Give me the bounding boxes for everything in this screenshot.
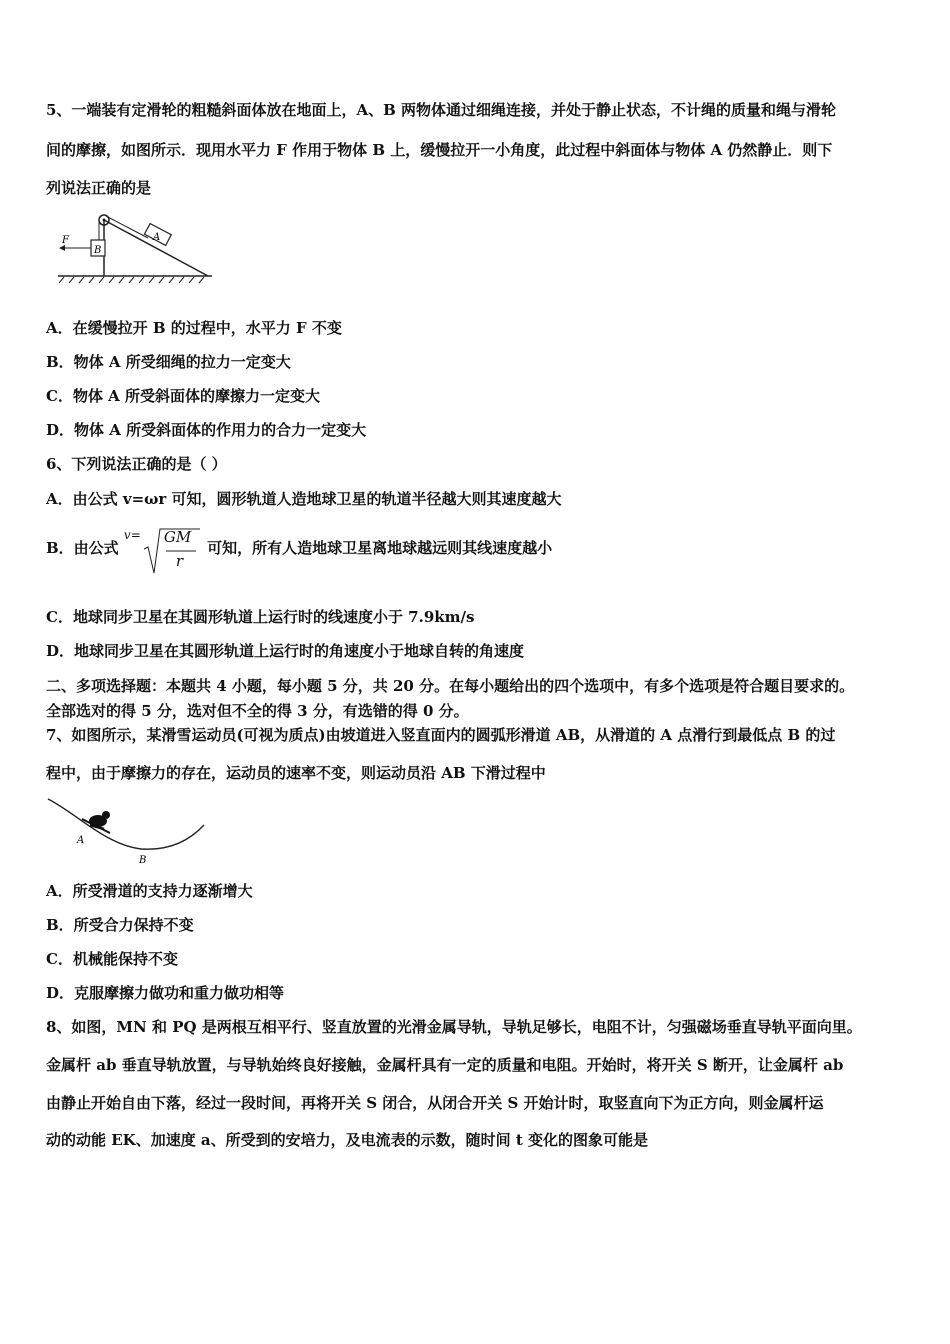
q7-stem-line1: 7、如图所示，某滑雪运动员(可视为质点)由坡道进入竖直面内的圆弧形滑道 AB，从滑道的 A 点滑行到最低点 B 的过 bbox=[46, 726, 836, 744]
label-b: B bbox=[139, 855, 147, 866]
q7-stem-line2: 程中，由于摩擦力的存在，运动员的速率不变，则运动员沿 AB 下滑过程中 bbox=[46, 764, 546, 782]
q6-option-d: D．地球同步卫星在其圆形轨道上运行时的角速度小于地球自转的角速度 bbox=[46, 642, 525, 660]
q8-stem-line3: 由静止开始自由下落，经过一段时间，再将开关 S 闭合，从闭合开关 S 开始计时，取竖直向下为正方向，则金属杆运 bbox=[46, 1094, 824, 1112]
q5-stem-line2: 间的摩擦，如图所示．现用水平力 F 作用于物体 B 上，缓慢拉开一小角度，此过程中斜面体与物体 A 仍然静止．则下 bbox=[46, 141, 833, 159]
q7-option-b: B．所受合力保持不变 bbox=[46, 916, 194, 934]
formula-numerator: GM bbox=[163, 528, 192, 546]
q5-option-d: D．物体 A 所受斜面体的作用力的合力一定变大 bbox=[46, 421, 367, 439]
q7-option-a: A．所受滑道的支持力逐渐增大 bbox=[46, 882, 253, 900]
q5-option-c: C．物体 A 所受斜面体的摩擦力一定变大 bbox=[46, 387, 321, 405]
q6-option-b bbox=[46, 526, 552, 576]
formula-sqrt-gm-over-r bbox=[124, 527, 202, 571]
section2-header-line2: 全部选对的得 5 分，选对但不全的得 3 分，有选错的得 0 分。 bbox=[46, 702, 469, 720]
label-b: B bbox=[94, 245, 102, 256]
formula-lhs: v= bbox=[123, 528, 141, 542]
ski-slope-figure bbox=[46, 795, 210, 867]
q6-option-a: A．由公式 v=ωr 可知，圆形轨道人造地球卫星的轨道半径越大则其速度越大 bbox=[46, 490, 562, 508]
label-a: A bbox=[153, 232, 161, 243]
q8-stem-line4: 动的动能 EK、加速度 a、所受到的安培力，及电流表的示数，随时间 t 变化的图象可能是 bbox=[46, 1131, 649, 1149]
formula-denominator: r bbox=[175, 552, 184, 570]
q8-stem-line1: 8、如图，MN 和 PQ 是两根互相平行、竖直放置的光滑金属导轨，导轨足够长，电阻不计，匀强磁场垂直导轨平面向里。 bbox=[46, 1018, 862, 1036]
q7-option-c: C．机械能保持不变 bbox=[46, 950, 178, 968]
section2-header-line1: 二、多项选择题：本题共 4 小题，每小题 5 分，共 20 分。在每小题给出的四个选项中，有多个选项是符合题目要求的。 bbox=[46, 677, 855, 695]
label-a: A bbox=[77, 835, 85, 846]
q8-stem-line2: 金属杆 ab 垂直导轨放置，与导轨始终良好接触，金属杆具有一定的质量和电阻。开始时，将开关 S 断开，让金属杆 ab bbox=[46, 1056, 844, 1074]
incline-pulley-figure bbox=[56, 208, 220, 288]
label-f: F bbox=[62, 235, 69, 246]
q6-option-b-suffix: 可知，所有人造地球卫星离地球越远则其线速度越小 bbox=[207, 539, 553, 557]
q6-option-b-prefix: B．由公式 bbox=[46, 539, 119, 557]
q7-option-d: D．克服摩擦力做功和重力做功相等 bbox=[46, 984, 285, 1002]
q5-option-a: A．在缓慢拉开 B 的过程中，水平力 F 不变 bbox=[46, 319, 342, 337]
q5-stem-line1: 5、一端装有定滑轮的粗糙斜面体放在地面上，A、B 两物体通过细绳连接，并处于静止状态，不计绳的质量和绳与滑轮 bbox=[46, 101, 836, 119]
q6-stem: 6、下列说法正确的是（ ） bbox=[46, 455, 227, 473]
q6-option-c: C．地球同步卫星在其圆形轨道上运行时的线速度小于 7.9km/s bbox=[46, 608, 475, 626]
q5-option-b: B．物体 A 所受细绳的拉力一定变大 bbox=[46, 353, 291, 371]
q5-stem-line3: 列说法正确的是 bbox=[46, 179, 152, 197]
